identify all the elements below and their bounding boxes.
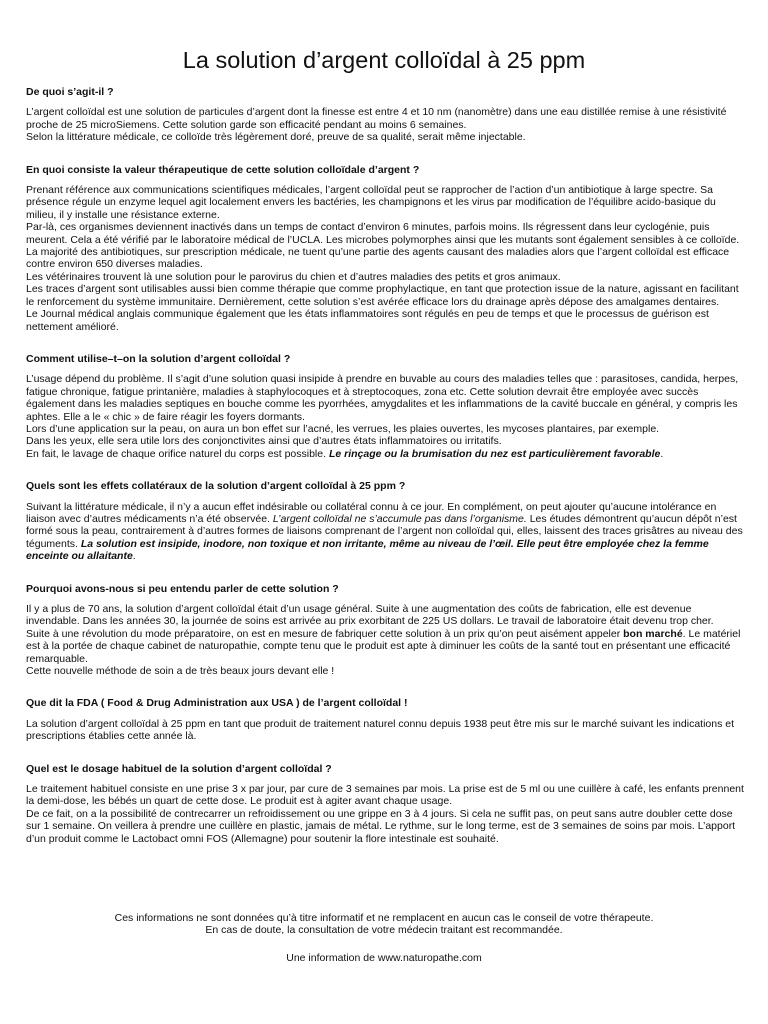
- disclaimer-line: En cas de doute, la consultation de votre médecin traitant est recommandée.: [205, 924, 563, 937]
- paragraph: Lors d’une application sur la peau, on aura un bon effet sur l’acné, les verrues, les plaies ouvertes, les mycoses plantaires, par exemple.: [26, 422, 660, 435]
- section-heading: En quoi consiste la valeur thérapeutique de cette solution colloïdale d’argent ?: [26, 163, 420, 176]
- paragraph: [26, 628, 744, 665]
- paragraph: Le traitement habituel consiste en une prise 3 x par jour, par cure de 3 semaines par mois. La prise est de 5 ml ou une cuillère à café, les enfants prennent la demi-dose, les bébés un quart de cette dose. Le produit est à agiter avant chaque usage.: [26, 783, 744, 808]
- section-what-is-it: [26, 86, 744, 144]
- paragraph: L’argent colloïdal est une solution de particules d’argent dont la finesse est entre 4 et 10 nm (nanomètre) dans une eau distillée remise à une résistivité proche de 25 microSiemens. Cette solution garde son efficacité pendant au moins 6 semaines.: [26, 106, 727, 131]
- section-therapeutic-value: [26, 164, 744, 333]
- section-heading: Quels sont les effets collatéraux de la solution d’argent colloïdal à 25 ppm ?: [26, 480, 406, 493]
- paragraph-text: Suite à une révolution du mode préparatoire, on est en mesure de fabriquer cette solution à un prix qu’on peut aisément appeler: [26, 627, 621, 640]
- punctuation: .: [660, 447, 664, 460]
- section-fda: [26, 697, 744, 742]
- section-heading: Pourquoi avons-nous si peu entendu parler de cette solution ?: [26, 582, 339, 595]
- disclaimer: [0, 912, 768, 937]
- paragraph: Il y a plus de 70 ans, la solution d’argent colloïdal était d’un usage général. Suite à une augmentation des coûts de fabrication, elle est devenue invendable. Dans les années 30, la journée de soins est arrivée au prix exorbitant de 225 US dollars. Le travail de laboratoire était devenu trop cher.: [26, 603, 714, 628]
- paragraph: De ce fait, on a la possibilité de contrecarrer un refroidissement ou une grippe en 3 à 4 jours. Si cela ne suffit pas, on peut sans autre doubler cette dose sur 1 semaine. On veillera à prendre une cuillère en plastic, jamais de métal. Le rythme, sur le long terme, est de 3 semaines de soins par mois. L’apport d’un produit comme le Lactobact omni FOS (Allemagne) pour soutenir la flore intestinale est souhaité.: [26, 807, 736, 845]
- paragraph: Cette nouvelle méthode de soin a de très beaux jours devant elle !: [26, 665, 335, 678]
- paragraph-text: . Le matériel est à la portée de chaque cabinet de naturopathie, compte tenu que le produit est apte à diminuer les coûts de la santé tout en présentant une efficacité remarquable.: [26, 627, 741, 665]
- bold-text: bon marché: [623, 627, 683, 640]
- page-title: La solution d’argent colloïdal à 25 ppm: [182, 47, 586, 73]
- section-heading: Quel est le dosage habituel de la solution d’argent colloïdal ?: [26, 762, 332, 775]
- paragraph: Les traces d’argent sont utilisables aussi bien comme thérapie que comme prophylactique, en tant que protection issue de la nature, agissant en facilitant le renforcement du système immunitaire. Dernièrement, cette solution s’est avérée efficace lors du drainage après dépose des amalgames dentaires.: [26, 283, 739, 308]
- paragraph: Par-là, ces organismes deviennent inactivés dans un temps de contact d’environ 6 minutes, parfois moins. Ils régressent dans leur cyclogénie, puis meurent. Cela a été vérifié par le laboratoire médical de l’UCLA. Les microbes polymorphes ainsi que les mutants sont également sensibles à ce colloïde. La majorité des antibiotiques, sur prescription médicale, ne tuent qu’une partie des agents causant des maladies alors que l’argent colloïdal est efficace contre environ 650 diverses maladies.: [26, 221, 740, 271]
- emphasis-text: La solution est insipide, inodore, non toxique et non irritante, même au niveau de l’œil. Elle peut être employée chez la femme enceinte ou allaitante: [26, 537, 709, 563]
- section-how-to-use: [26, 353, 744, 460]
- paragraph-text: Les études démontrent qu’aucun dépôt n’est formé sous la peau, contrairement à d’autres formes de liaisons comprenant de l’argent non colloïdal qui, elles, laissent des traces grisâtres au niveau des téguments.: [26, 512, 743, 550]
- section-why-unknown: [26, 583, 744, 678]
- source-credit: Une information de www.naturopathe.com: [286, 952, 482, 964]
- section-heading: Comment utilise–t–on la solution d’argent colloïdal ?: [26, 352, 291, 365]
- document-body: [26, 86, 744, 845]
- section-heading: Que dit la FDA ( Food & Drug Administration aux USA ) de l’argent colloïdal !: [26, 697, 408, 710]
- section-heading: De quoi s’agit-il ?: [26, 86, 114, 98]
- disclaimer-line: Ces informations ne sont données qu’à titre informatif et ne remplacent en aucun cas le conseil de votre thérapeute.: [114, 912, 654, 924]
- paragraph: Dans les yeux, elle sera utile lors des conjonctivites ainsi que d’autres états inflammatoires ou irritatifs.: [26, 435, 502, 448]
- paragraph-text: Suivant la littérature médicale, il n’y a aucun effet indésirable ou collatéral connu à ce jour. En complément, on peut ajouter qu’aucune intolérance en liaison avec d’autres médicaments n’a été observée.: [26, 500, 717, 525]
- paragraph: Le Journal médical anglais communique également que les états inflammatoires sont régulés en peu de temps et que le processus de guérison est nettement amélioré.: [26, 308, 709, 333]
- paragraph: Les vétérinaires trouvent là une solution pour le parovirus du chien et d’autres maladies des petits et gros animaux.: [26, 270, 561, 283]
- paragraph-text: En fait, le lavage de chaque orifice naturel du corps est possible.: [26, 447, 327, 460]
- emphasis-text: Le rinçage ou la brumisation du nez est particulièrement favorable: [328, 447, 661, 460]
- paragraph: Prenant référence aux communications scientifiques médicales, l’argent colloïdal peut se rapprocher de l’action d’un antibiotique à large spectre. Sa présence régule un enzyme lequel agit localement envers les bactéries, les champignons et les virus par modification de l’équilibre acido-basique du milieu, il y installe une résistance externe.: [26, 184, 716, 221]
- paragraph: L’usage dépend du problème. Il s’agit d’une solution quasi insipide à prendre en buvable au cours des maladies telles que : parasitoses, candida, herpes, fatigue chronique, fatigue printanière, maladies à staphylocoques et à streptocoques, zona etc. Cette solution devrait être employée avec succès également dans les maladies septiques en bouche comme les pyorrhées, amygdalites et les inflammations de la cavité buccale en général, y compris les aphtes. Elle a le « chic » de faire réagir les foyers dormants.: [26, 373, 739, 423]
- italic-text: L’argent colloïdal ne s’accumule pas dans l’organisme.: [272, 512, 527, 525]
- paragraph: Selon la littérature médicale, ce colloïde très légèrement doré, preuve de sa qualité, serait même injectable.: [26, 131, 526, 144]
- paragraph: [26, 448, 744, 460]
- paragraph: La solution d’argent colloïdal à 25 ppm en tant que produit de traitement naturel connu depuis 1938 peut être mis sur le marché suivant les indications et prescriptions établies cette année là.: [26, 717, 735, 743]
- paragraph: [26, 501, 744, 563]
- section-side-effects: [26, 480, 744, 562]
- punctuation: .: [132, 550, 136, 563]
- section-dosage: [26, 763, 744, 845]
